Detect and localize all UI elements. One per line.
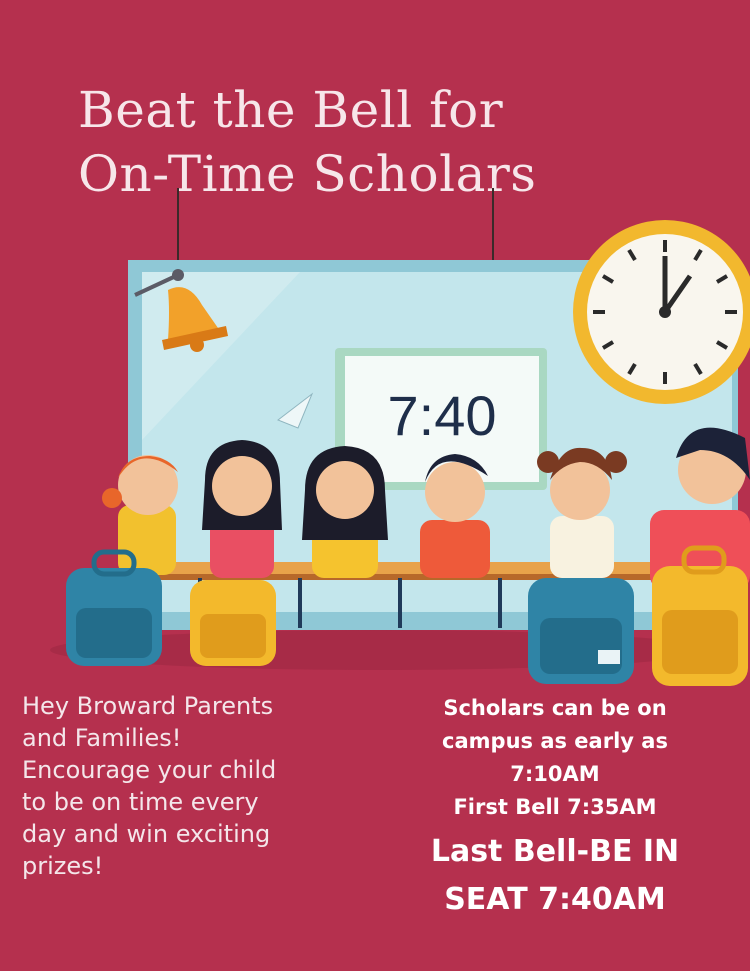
child-3	[302, 446, 388, 578]
backpack-yellow-left	[190, 580, 276, 666]
parent-message-line: prizes!	[22, 852, 104, 880]
child-2	[202, 440, 282, 578]
child-1	[102, 455, 178, 575]
display-time: 7:40	[387, 384, 497, 447]
backpack-blue-right	[528, 578, 634, 684]
backpack-blue-left	[66, 552, 162, 666]
last-bell-line: Last Bell-BE IN	[430, 834, 680, 869]
title-line-2: On-Time Scholars	[78, 145, 537, 203]
parent-message	[22, 690, 342, 882]
backpack-yellow-right	[652, 548, 748, 686]
schedule-line: Scholars can be on	[443, 696, 667, 720]
schedule-line: 7:10AM	[510, 762, 600, 786]
classroom-illustration	[0, 180, 750, 700]
schedule-line: campus as early as	[442, 729, 668, 753]
last-bell-time: SEAT 7:40AM	[444, 882, 666, 917]
parent-message-line: and Families!	[22, 724, 182, 752]
wall-clock-icon	[573, 220, 750, 404]
bell-schedule	[390, 692, 720, 924]
title-line-1: Beat the Bell for	[78, 81, 504, 139]
parent-message-line: Hey Broward Parents	[22, 692, 274, 720]
parent-message-line: to be on time every	[22, 788, 259, 816]
first-bell-line: First Bell 7:35AM	[453, 795, 657, 819]
parent-message-line: day and win exciting	[22, 820, 271, 848]
parent-message-line: Encourage your child	[22, 756, 277, 784]
